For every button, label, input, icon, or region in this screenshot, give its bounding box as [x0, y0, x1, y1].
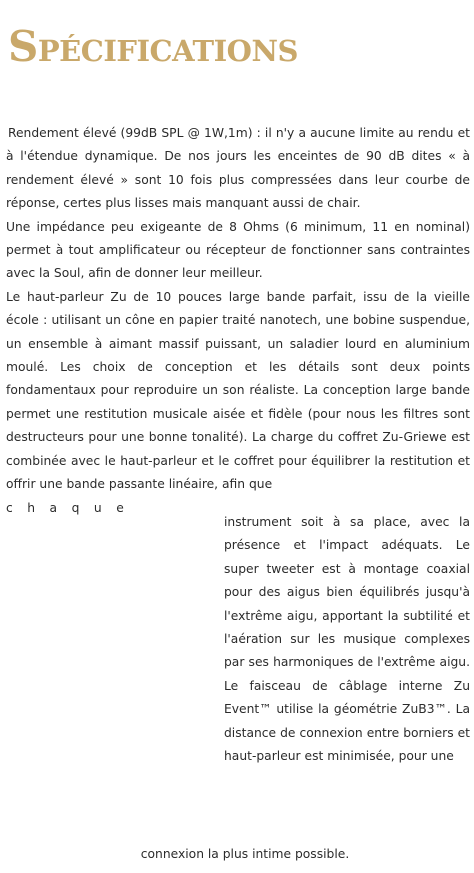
- paragraph-impedance: Une impédance peu exigeante de 8 Ohms (6 minimum, 11 en nominal) permet à tout amplificateur ou récepteur de fonctionner sans contraintes avec la Soul, afin de donner leur meilleur.: [6, 219, 470, 281]
- justified-word: chaque: [6, 500, 139, 515]
- paragraph-driver: Le haut-parleur Zu de 10 pouces large bande parfait, issu de la vieille école : utilisant un cône en papier traité nanotech, une bobine suspendue, un ensemble à aimant massif puissant, un saladier lourd en aluminium moulé. Les choix de conception et les détails sont deux points fondamentaux pour reproduire un son réaliste. La conception large bande permet une restitution musicale aisée et fidèle (pour nous les filtres sont destructeurs pour une bonne tonalité). La charge du coffret Zu-Griewe est combinée avec le haut-parleur et le coffret pour équilibrer la restitution et offrir une bande passante linéaire, afin que: [6, 289, 470, 492]
- page-title: Spécifications: [8, 22, 298, 71]
- closing-line: [0, 843, 474, 866]
- right-column-text: instrument soit à sa place, avec la présence et l'impact adéquats. Le super tweeter est à montage coaxial pour des aigus bien équilibrés jusqu'à l'extrême aigu, apportant la subtilité et l'aération sur les musique complexes par ses harmoniques de l'extrême aigu. Le faisceau de câblage interne Zu Event™ utilise la géométrie ZuB3™. La distance de connexion entre borniers et haut-parleur est minimisée, pour une: [224, 515, 470, 764]
- specifications-body: [6, 122, 470, 764]
- paragraph-efficiency: Rendement élevé (99dB SPL @ 1W,1m) : il n'y a aucune limite au rendu et à l'étendue dynamique. De nos jours les enceintes de 90 dB dites « à rendement élevé » sont 10 fois plus compressées dans leur courbe de réponse, certes plus lisses mais manquant aussi de chair.: [6, 126, 470, 211]
- closing-line-text: connexion la plus intime possible.: [140, 847, 350, 861]
